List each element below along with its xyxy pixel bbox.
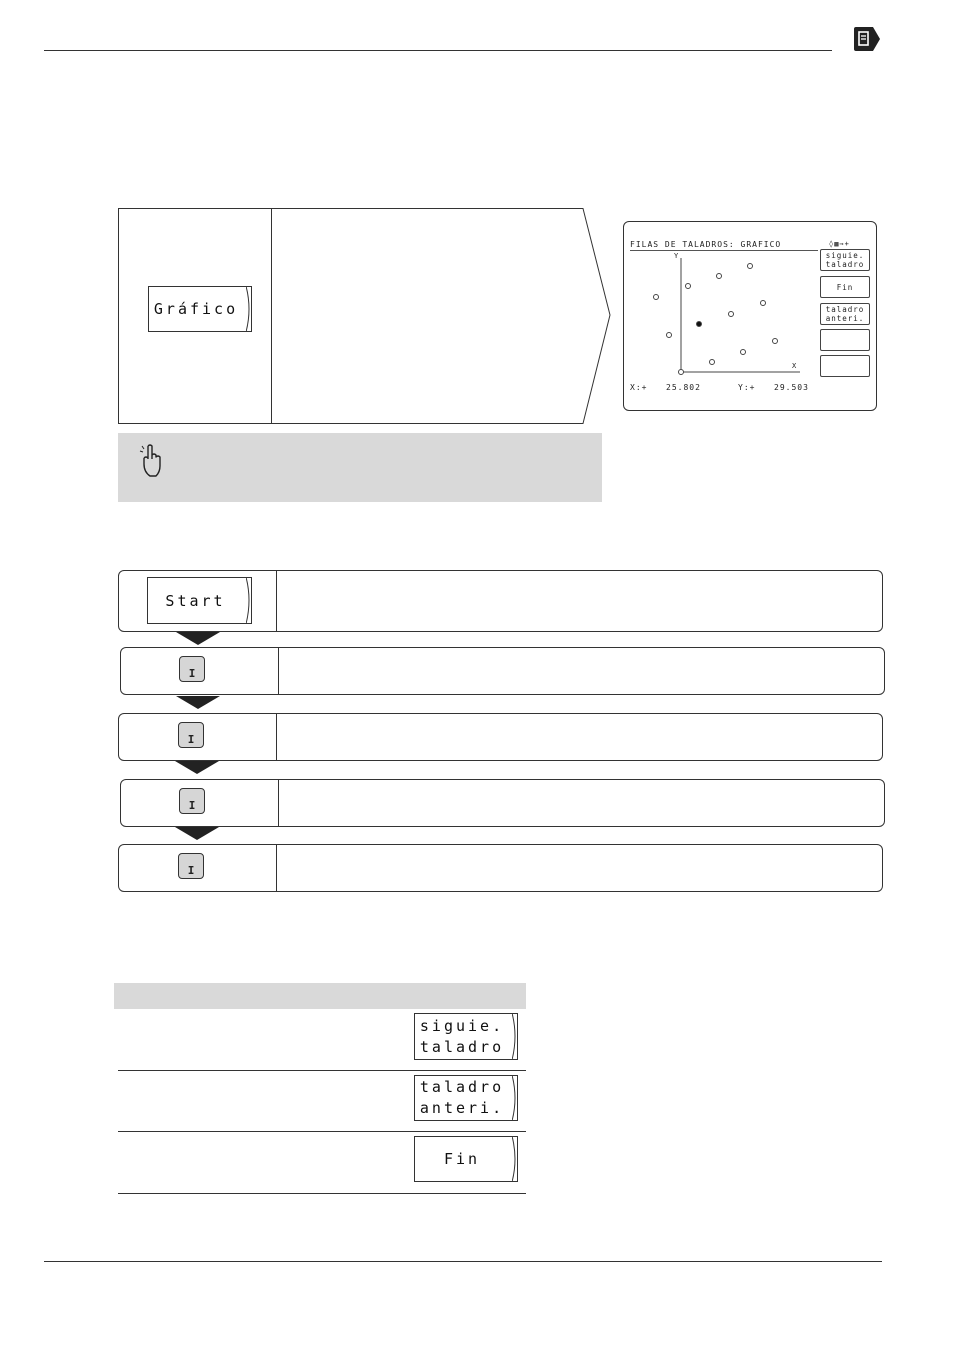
hole-point [728, 311, 734, 317]
x-position-label: X:+ [630, 383, 648, 392]
i-key[interactable]: I [179, 788, 205, 814]
hole-point [685, 283, 691, 289]
y-position-value: 29.503 [774, 383, 809, 392]
end-softkey-label: Fin [443, 1150, 481, 1168]
next-hole-softkey-line2: taladro [419, 1037, 505, 1056]
hole-point [747, 263, 753, 269]
x-axis-label: X [792, 362, 798, 370]
hole-point [709, 359, 715, 365]
screen-softkey-end[interactable]: Fin [820, 276, 870, 298]
step-1 [120, 647, 885, 695]
hole-pattern-plot [630, 250, 815, 375]
start-softkey-label: Start [165, 591, 226, 610]
y-axis-label: Y [674, 252, 680, 260]
hole-point-current [696, 321, 702, 327]
hole-point [678, 369, 684, 375]
hole-point [740, 349, 746, 355]
step-3 [120, 779, 885, 827]
footer-rule [44, 1261, 882, 1262]
next-hole-softkey[interactable] [414, 1013, 518, 1060]
step-4 [118, 844, 883, 892]
hole-point [653, 294, 659, 300]
note-box [118, 433, 602, 502]
i-key[interactable]: I [179, 656, 205, 682]
flow-arrow [175, 827, 219, 840]
pointing-hand-icon [139, 444, 163, 478]
screen-softkey-empty[interactable] [820, 329, 870, 351]
table-header [114, 983, 526, 1009]
status-icons: ◊▩⇒+ [829, 240, 850, 248]
screen-softkey-empty[interactable] [820, 355, 870, 377]
flow-arrow [176, 632, 220, 645]
hole-point [772, 338, 778, 344]
grafico-softkey-label: Gráfico [153, 300, 239, 318]
previous-hole-softkey-line2: anteri. [419, 1099, 505, 1117]
grafico-softkey[interactable] [148, 286, 252, 332]
hole-point [760, 300, 766, 306]
i-key[interactable]: I [178, 853, 204, 879]
x-position-value: 25.802 [666, 383, 701, 392]
flow-arrow [175, 761, 219, 774]
screen-softkey-previous-hole[interactable]: taladro anteri. [820, 303, 870, 325]
header-rule [44, 50, 832, 51]
next-hole-softkey-line1: siguie. [419, 1016, 505, 1035]
screen-title: FILAS DE TALADROS: GRAFICO [630, 240, 782, 249]
y-position-label: Y:+ [738, 383, 756, 392]
i-key[interactable]: I [178, 722, 204, 748]
step-2 [118, 713, 883, 761]
graphic-display-screen [623, 221, 877, 411]
previous-hole-softkey-line1: taladro [419, 1078, 505, 1096]
book-icon [852, 26, 882, 52]
start-softkey[interactable] [147, 577, 252, 624]
hole-point [716, 273, 722, 279]
flow-arrow [176, 696, 220, 709]
previous-hole-softkey[interactable] [414, 1075, 518, 1121]
end-softkey[interactable] [414, 1136, 518, 1182]
screen-softkey-next-hole[interactable]: siguie. taladro [820, 249, 870, 271]
hole-point [666, 332, 672, 338]
